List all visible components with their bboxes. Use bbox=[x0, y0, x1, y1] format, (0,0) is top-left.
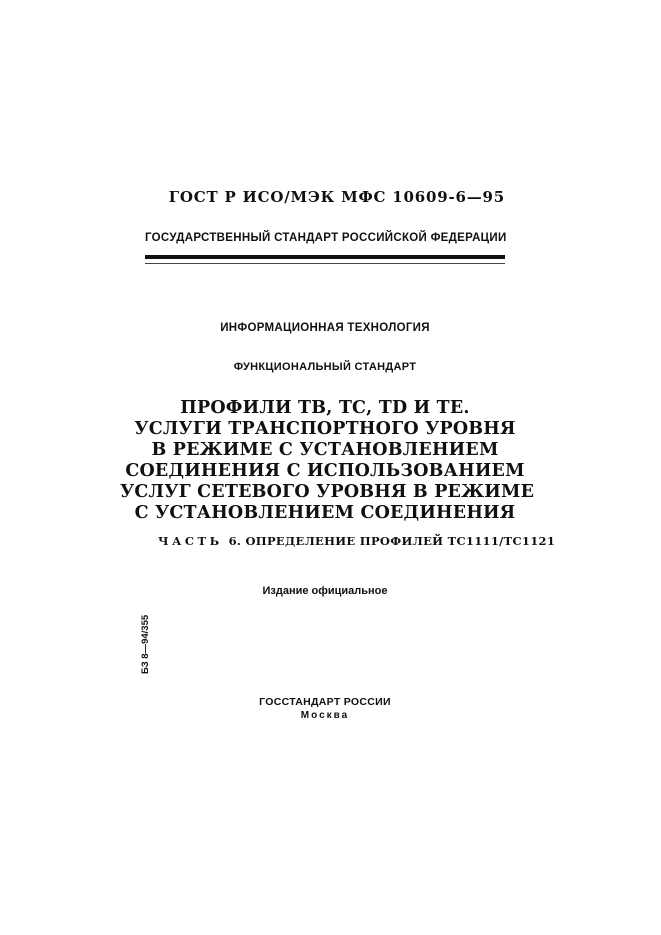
header-rule-thin bbox=[145, 263, 505, 264]
publication-city: Москва bbox=[300, 710, 350, 721]
title-line: СОЕДИНЕНИЯ С ИСПОЛЬЗОВАНИЕМ bbox=[125, 461, 525, 481]
side-code: БЗ 8—94/355 bbox=[140, 614, 151, 674]
header-rule-thick bbox=[145, 255, 505, 259]
part-line bbox=[158, 534, 556, 548]
field-heading: ИНФОРМАЦИОННАЯ ТЕХНОЛОГИЯ bbox=[220, 322, 430, 334]
part-text: 6. ОПРЕДЕЛЕНИЕ ПРОФИЛЕЙ ТС1111/ТС1121 bbox=[228, 534, 556, 548]
title-line: УСЛУГ СЕТЕВОГО УРОВНЯ В РЕЖИМЕ bbox=[120, 482, 535, 502]
title-line: С УСТАНОВЛЕНИЕМ СОЕДИНЕНИЯ bbox=[134, 503, 516, 523]
state-standard-heading: ГОСУДАРСТВЕННЫЙ СТАНДАРТ РОССИЙСКОЙ ФЕДЕРАЦИИ bbox=[145, 232, 507, 244]
publisher: ГОССТАНДАРТ РОССИИ bbox=[259, 696, 391, 708]
part-label: ЧАСТЬ bbox=[158, 534, 223, 548]
title-line: УСЛУГИ ТРАНСПОРТНОГО УРОВНЯ bbox=[134, 419, 516, 439]
standard-kind-heading: ФУНКЦИОНАЛЬНЫЙ СТАНДАРТ bbox=[233, 361, 417, 373]
title-line: В РЕЖИМЕ С УСТАНОВЛЕНИЕМ bbox=[151, 440, 499, 460]
title-line: ПРОФИЛИ ТВ, ТС, TD И ТЕ. bbox=[180, 398, 470, 418]
document-title bbox=[120, 398, 535, 524]
standard-designation: ГОСТ Р ИСО/МЭК МФС 10609-6—95 bbox=[168, 188, 505, 206]
edition-note: Издание официальное bbox=[262, 585, 388, 597]
